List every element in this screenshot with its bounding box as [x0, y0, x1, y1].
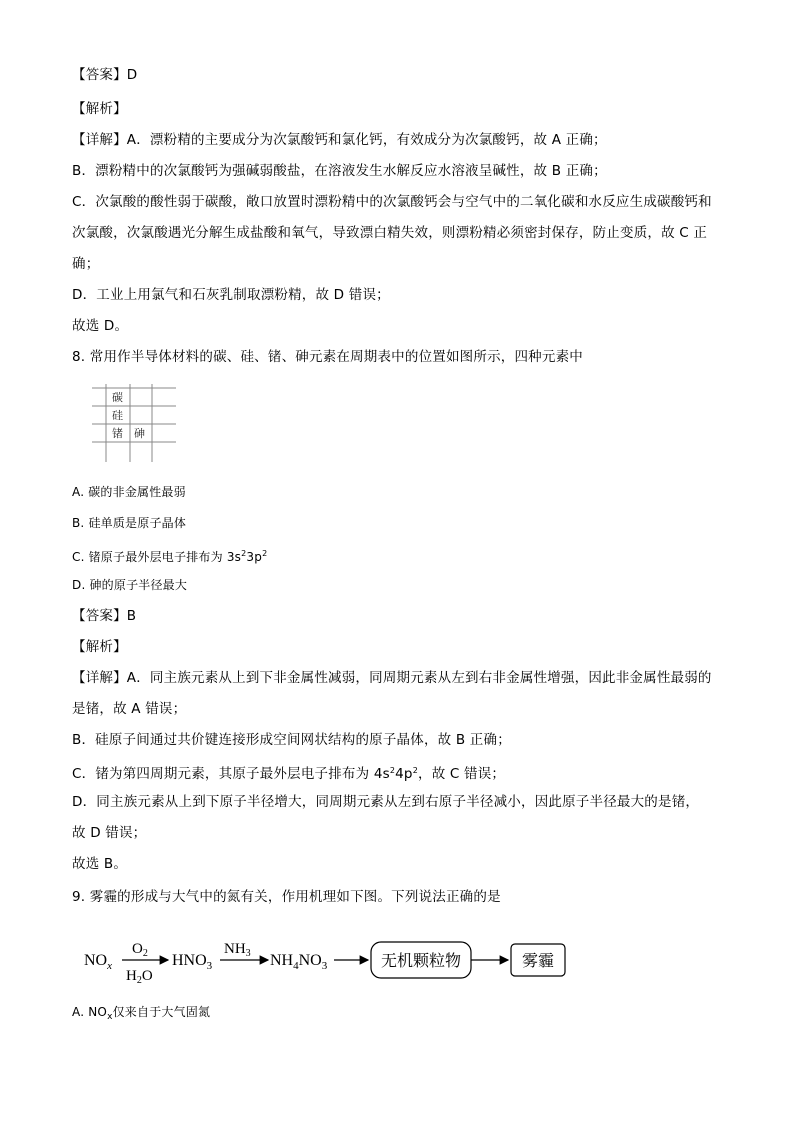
hno3-formula: $HNO_3$ [172, 952, 213, 972]
answer-label: 【答案】B [72, 608, 137, 624]
detail-line: 故 D 错误； [72, 825, 147, 841]
detail-line: D．同主族元素从上到下原子半径增大，同周期元素从左到右原子半径减小，因此原子半径最大的是锗， [72, 794, 700, 810]
haze-label: 雾霾 [521, 951, 555, 970]
question-stem: 8. 常用作半导体材料的碳、硅、锗、砷元素在周期表中的位置如图所示，四种元素中 [72, 349, 583, 365]
detail-line: D．工业上用氯气和石灰乳制取漂粉精，故 D 错误； [72, 287, 390, 303]
answer-label: 【答案】D [72, 67, 138, 83]
option-c: C. 锗原子最外层电子排布为 $3s^23p^2$ [72, 549, 268, 564]
detail-line: 确； [72, 256, 100, 272]
detail-line: 是锗，故 A 错误； [72, 701, 187, 717]
grid-cell-arsenic: 砷 [134, 427, 145, 440]
inorganic-particle-label: 无机颗粒物 [380, 951, 462, 970]
periodic-table-grid [92, 384, 176, 466]
grid-cell-carbon: 碳 [112, 391, 123, 404]
reaction-diagram [82, 936, 582, 988]
o2-label: $O_2$ [132, 941, 148, 959]
detail-line: B．硅原子间通过共价键连接形成空间网状结构的原子晶体，故 B 正确； [72, 732, 511, 748]
conclusion-line: 故选 D。 [72, 318, 129, 334]
option-d: D. 砷的原子半径最大 [72, 578, 188, 592]
grid-cell-germanium: 锗 [112, 427, 123, 440]
nh3-label: $NH_3$ [224, 941, 251, 959]
detail-line: 次氯酸，次氯酸遇光分解生成盐酸和氧气，导致漂白精失效，则漂粉精必须密封保存，防止变质，故 C 正 [72, 225, 708, 241]
conclusion-line: 故选 B。 [72, 856, 128, 872]
detail-line: C．锗为第四周期元素，其原子最外层电子排布为 $4s^24p^2$，故 C 错误； [72, 766, 506, 782]
grid-cell-silicon: 硅 [112, 409, 123, 422]
detail-line: 【详解】A．漂粉精的主要成分为次氯酸钙和氯化钙，有效成分为次氯酸钙，故 A 正确； [72, 132, 607, 148]
option-a: A. 碳的非金属性最弱 [72, 485, 186, 499]
option-b: B. 硅单质是原子晶体 [72, 516, 187, 530]
question-stem: 9. 雾霾的形成与大气中的氮有关，作用机理如下图。下列说法正确的是 [72, 889, 501, 905]
no-x-formula: $NO_x$ [84, 952, 112, 972]
analysis-label: 【解析】 [72, 639, 127, 655]
analysis-label: 【解析】 [72, 101, 127, 117]
detail-line: C．次氯酸的酸性弱于碳酸，敞口放置时漂粉精中的次氯酸钙会与空气中的二氧化碳和水反应生成碳酸钙和 [72, 194, 712, 210]
nh4no3-formula: $NH_4NO_3$ [270, 952, 328, 972]
h2o-label: $H_2O$ [126, 968, 153, 986]
detail-line: 【详解】A．同主族元素从上到下非金属性减弱，同周期元素从左到右非金属性增强，因此非金属性最弱的 [72, 670, 712, 686]
detail-line: B．漂粉精中的次氯酸钙为强碱弱酸盐，在溶液发生水解反应水溶液呈碱性，故 B 正确； [72, 163, 607, 179]
option-a: A. $NO_x$仅来自于大气固氮 [72, 1005, 211, 1022]
